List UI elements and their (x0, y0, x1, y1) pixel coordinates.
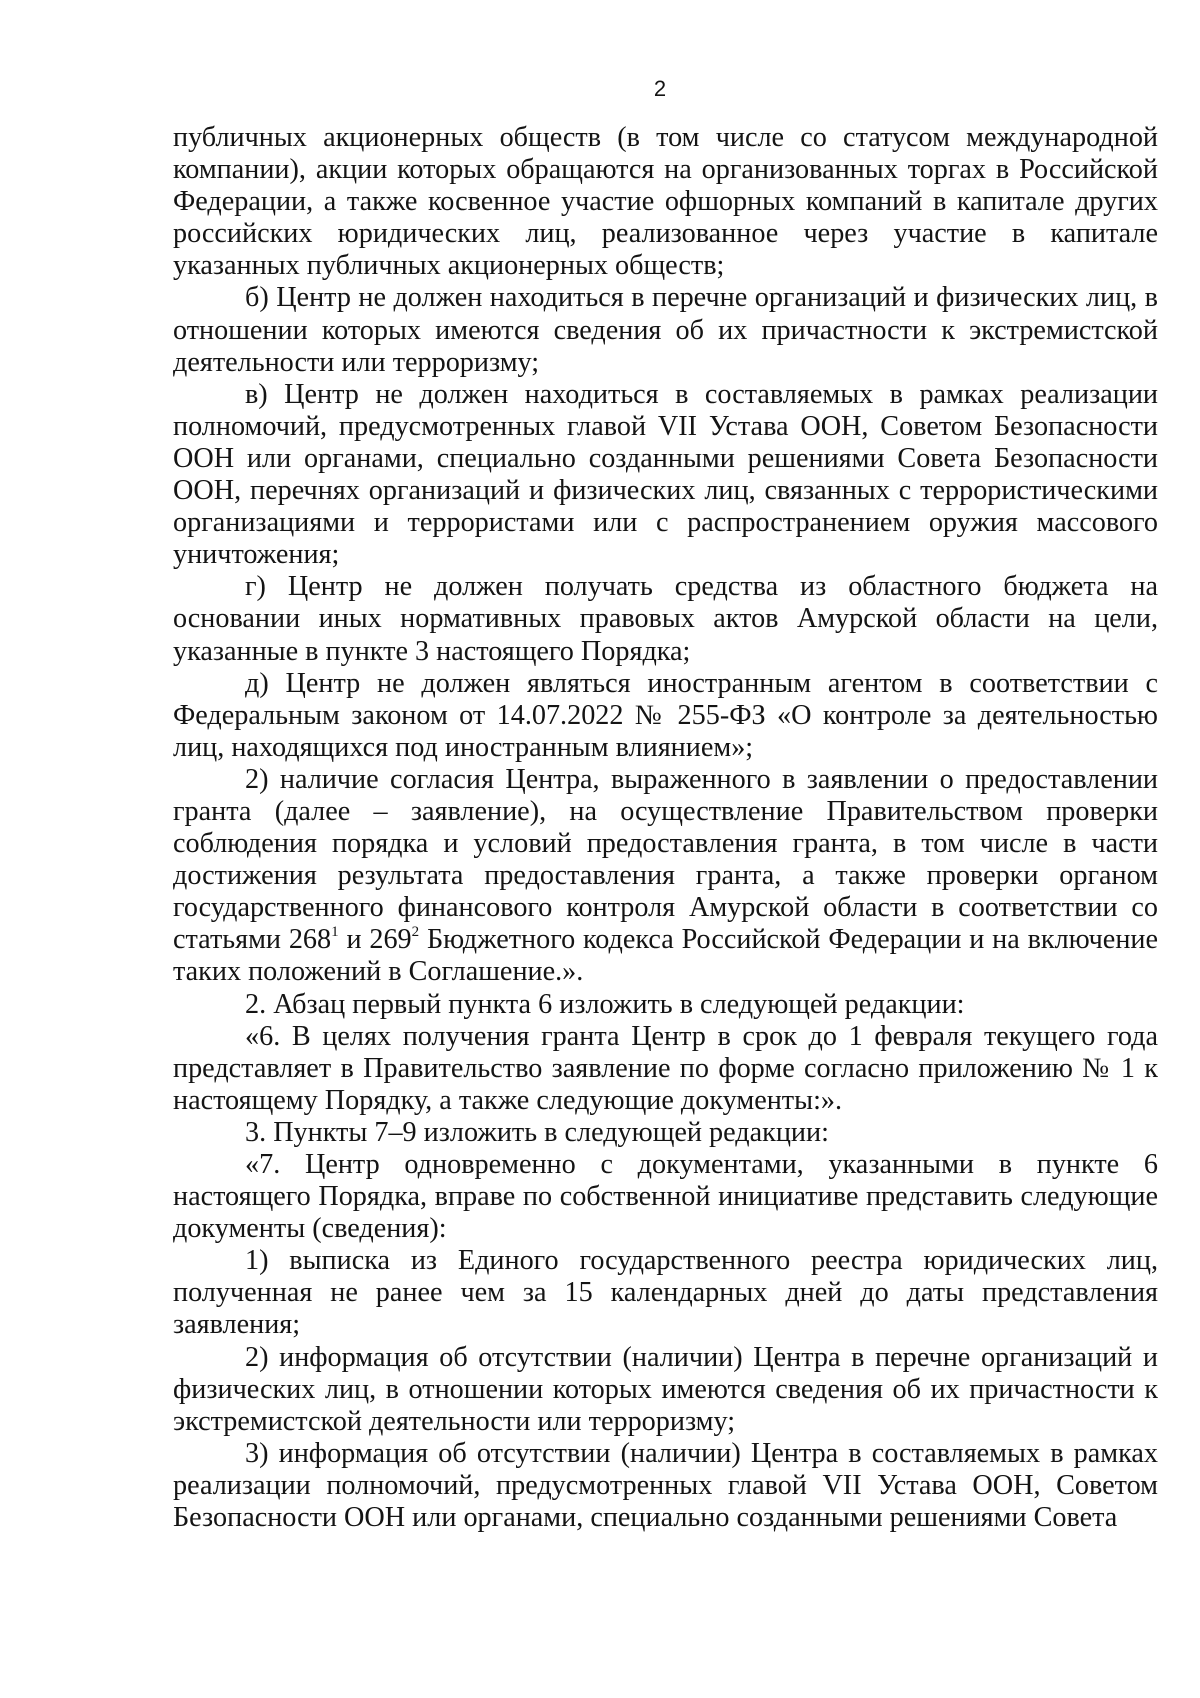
page-number: 2 (653, 76, 667, 101)
document-body (173, 122, 1158, 1534)
paragraph-item-2-text-a: 2) наличие согласия Центра, выраженного в заявлении о предоставлении гранта (далее – заявление), на осуществление Правительством проверки соблюдения порядка и условий предоставления гранта, в том числе в части достижения результата предоставления гранта, а также проверки органом государственного финансового контроля Амурской области в соответствии со статьями 268 (173, 763, 1158, 956)
paragraph-item-g: г) Центр не должен получать средства из областного бюджета на основании иных нормативных правовых актов Амурской области на цели, указанные в пункте 3 настоящего Порядка; (173, 571, 1158, 667)
superscript-2: 2 (411, 924, 420, 941)
paragraph-amendment-3: 3. Пункты 7–9 изложить в следующей редакции: (245, 1116, 829, 1148)
paragraph-point-6: «6. В целях получения гранта Центр в срок до 1 февраля текущего года представляет в Правительство заявление по форме согласно приложению № 1 к настоящему Порядку, а также следующие документы:». (173, 1020, 1158, 1116)
paragraph-item-d: д) Центр не должен являться иностранным агентом в соответствии с Федеральным законом от 14.07.2022 № 255-ФЗ «О контроле за деятельностью лиц, находящихся под иностранным влиянием»; (173, 667, 1158, 763)
paragraph-doc-2: 2) информация об отсутствии (наличии) Центра в перечне организаций и физических лиц, в отношении которых имеются сведения об их причастности к экстремистской деятельности или терроризму; (173, 1341, 1158, 1437)
paragraph-point-7: «7. Центр одновременно с документами, указанными в пункте 6 настоящего Порядка, вправе по собственной инициативе представить следующие документы (сведения): (173, 1149, 1158, 1245)
paragraph-doc-1: 1) выписка из Единого государственного реестра юридических лиц, полученная не ранее чем за 15 календарных дней до даты представления заявления; (173, 1245, 1158, 1341)
paragraph-item-2-text-c: Бюджетного кодекса Российской Федерации и на включение таких положений в Соглашение.». (173, 924, 1159, 988)
superscript-1: 1 (331, 924, 339, 941)
paragraph-item-2-text-b: и 269 (338, 924, 412, 956)
paragraph-item-2 (173, 764, 1158, 989)
paragraph-doc-3: 3) информация об отсутствии (наличии) Центра в составляемых в рамках реализации полномочий, предусмотренных главой VII Устава ООН, Советом Безопасности ООН или органами, специально созданными решениями Совета (173, 1437, 1158, 1534)
paragraph-item-b: б) Центр не должен находиться в перечне организаций и физических лиц, в отношении которых имеются сведения об их причастности к экстремистской деятельности или терроризму; (173, 282, 1158, 378)
paragraph-continuation: публичных акционерных обществ (в том числе со статусом международной компании), акции которых обращаются на организованных торгах в Российской Федерации, а также косвенное участие офшорных компаний в капитале других российских юридических лиц, реализованное через участие в капитале указанных публичных акционерных обществ; (173, 122, 1158, 282)
paragraph-item-v: в) Центр не должен находиться в составляемых в рамках реализации полномочий, предусмотренных главой VII Устава ООН, Советом Безопасности ООН или органами, специально созданными решениями Совета Безопасности ООН, перечнях организаций и физических лиц, связанных с террористическими организациями и террористами или с распространением оружия массового уничтожения; (173, 378, 1158, 571)
paragraph-amendment-2: 2. Абзац первый пункта 6 изложить в следующей редакции: (245, 988, 965, 1020)
